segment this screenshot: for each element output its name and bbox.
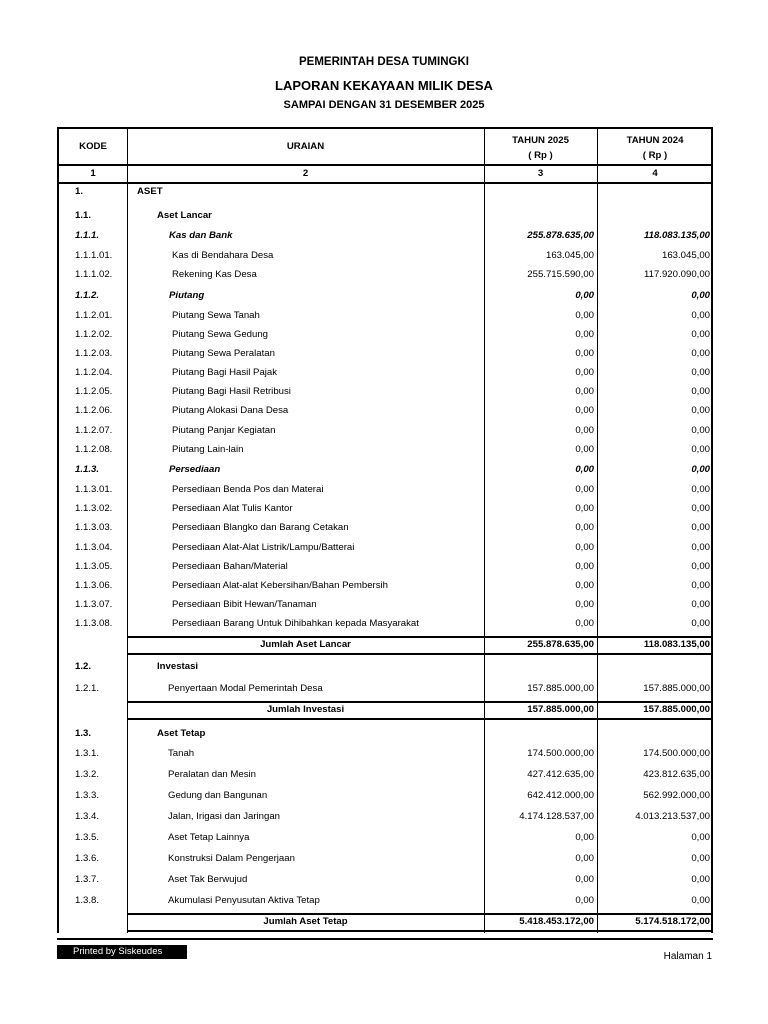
row-description: Persediaan (169, 464, 221, 475)
row-value-2025: 0,00 (575, 522, 594, 533)
row-description: Piutang Sewa Tanah (172, 310, 260, 321)
row-value-2024: 0,00 (691, 580, 710, 591)
row-value-2025: 0,00 (575, 618, 594, 629)
row-value-2024: 0,00 (691, 503, 710, 514)
row-code: 1.2.1. (75, 683, 100, 694)
row-value-2024: 174.500.000,00 (643, 748, 710, 759)
row-value-2025: 0,00 (575, 425, 594, 436)
row-description: Aset Tetap Lainnya (168, 832, 250, 843)
row-value-2024: 0,00 (691, 561, 710, 572)
row-value-2024: 0,00 (691, 425, 710, 436)
row-description: Rekening Kas Desa (172, 269, 257, 280)
row-description: Kas dan Bank (169, 230, 233, 241)
row-description: Gedung dan Bangunan (168, 790, 268, 801)
row-value-2025: 0,00 (575, 853, 594, 864)
row-value-2025: 4.174.128.537,00 (519, 811, 594, 822)
row-description: Kas di Bendahara Desa (172, 250, 274, 261)
row-value-2025: 0,00 (575, 542, 594, 553)
row-code: 1.3.6. (75, 853, 100, 864)
row-description: Piutang Panjar Kegiatan (172, 425, 276, 436)
row-description: Persediaan Blangko dan Barang Cetakan (172, 522, 349, 533)
col-number: 4 (652, 168, 658, 179)
row-value-2025: 0,00 (575, 832, 594, 843)
row-value-2025: 5.418.453.172,00 (519, 916, 594, 927)
row-code: 1.1.1.02. (75, 269, 113, 280)
row-code: 1.3.1. (75, 748, 100, 759)
row-description: Persediaan Alat Tulis Kantor (172, 503, 293, 514)
row-value-2024: 5.174.518.172,00 (635, 916, 710, 927)
row-value-2025: 0,00 (575, 484, 594, 495)
col-number: 3 (537, 168, 544, 179)
row-code: 1.1.2.03. (75, 348, 113, 359)
report-title: LAPORAN KEKAYAAN MILIK DESA (275, 78, 493, 93)
total-rule (127, 913, 713, 915)
row-description: ASET (137, 186, 163, 197)
row-code: 1.3.3. (75, 790, 100, 801)
row-value-2024: 0,00 (691, 348, 710, 359)
row-value-2025: 0,00 (575, 367, 594, 378)
row-description: Piutang Bagi Hasil Retribusi (172, 386, 291, 397)
total-label: Jumlah Investasi (266, 704, 345, 715)
col-header-tahun2-unit: ( Rp ) (642, 150, 668, 161)
row-code: 1.3.7. (75, 874, 100, 885)
col-header-uraian: URAIAN (286, 141, 325, 152)
row-value-2024: 0,00 (691, 895, 710, 906)
row-code: 1.1.3. (75, 464, 100, 475)
row-value-2024: 163.045,00 (661, 250, 710, 261)
row-value-2024: 0,00 (691, 618, 710, 629)
col-number: 2 (302, 168, 309, 179)
asset-report-table (57, 127, 713, 933)
col-number: 1 (90, 168, 96, 179)
row-value-2024: 0,00 (691, 853, 710, 864)
row-code: 1. (75, 186, 84, 197)
row-value-2024: 117.920.090,00 (644, 269, 710, 280)
row-code: 1.3.5. (75, 832, 100, 843)
row-value-2025: 163.045,00 (545, 250, 594, 261)
row-value-2025: 0,00 (575, 310, 594, 321)
page-number: Halaman 1 (663, 951, 712, 962)
row-value-2025: 0,00 (575, 386, 594, 397)
col-header-tahun1: TAHUN 2025 (512, 135, 569, 146)
row-description: Persediaan Alat-Alat Listrik/Lampu/Batterai (172, 542, 355, 553)
row-code: 1.1.3.05. (75, 561, 113, 572)
row-value-2024: 0,00 (691, 310, 710, 321)
row-description: Investasi (157, 661, 199, 672)
row-value-2024: 4.013.213.537,00 (635, 811, 710, 822)
row-description: Persediaan Bibit Hewan/Tanaman (172, 599, 317, 610)
row-code: 1.1. (75, 210, 92, 221)
row-code: 1.1.3.03. (75, 522, 113, 533)
row-value-2024: 0,00 (691, 832, 710, 843)
row-value-2024: 0,00 (691, 405, 710, 416)
row-description: Peralatan dan Mesin (168, 769, 256, 780)
total-rule (127, 653, 713, 655)
row-value-2024: 0,00 (691, 599, 710, 610)
row-code: 1.1.3.08. (75, 618, 113, 629)
row-code: 1.1.1. (75, 230, 100, 241)
row-description: Penyertaan Modal Pemerintah Desa (168, 683, 323, 694)
row-value-2025: 255.878.635,00 (527, 639, 594, 650)
row-code: 1.3.2. (75, 769, 100, 780)
row-description: Jalan, Irigasi dan Jaringan (168, 811, 280, 822)
row-code: 1.3. (75, 728, 92, 739)
col-header-tahun1-unit: ( Rp ) (528, 150, 553, 161)
row-value-2024: 0,00 (691, 367, 710, 378)
row-value-2025: 427.412.635,00 (527, 769, 594, 780)
row-value-2024: 0,00 (691, 444, 710, 455)
header-rule (59, 164, 713, 166)
row-value-2024: 157.885.000,00 (643, 704, 710, 715)
column-divider (127, 129, 128, 933)
row-value-2025: 0,00 (575, 580, 594, 591)
row-value-2025: 0,00 (575, 561, 594, 572)
total-rule (127, 701, 713, 703)
row-value-2024: 118.083.135,00 (644, 230, 710, 241)
row-code: 1.1.3.02. (75, 503, 113, 514)
printed-by-label: Printed by Siskeudes (57, 945, 187, 959)
row-description: Piutang Sewa Peralatan (172, 348, 275, 359)
row-description: Tanah (168, 748, 195, 759)
row-code: 1.1.2.05. (75, 386, 113, 397)
row-value-2025: 0,00 (575, 599, 594, 610)
row-code: 1.1.2.06. (75, 405, 113, 416)
header-rule (59, 182, 713, 184)
row-code: 1.1.3.01. (75, 484, 113, 495)
row-value-2024: 0,00 (691, 522, 710, 533)
row-value-2025: 0,00 (575, 348, 594, 359)
row-description: Konstruksi Dalam Pengerjaan (168, 853, 295, 864)
total-rule (127, 636, 713, 638)
row-value-2024: 0,00 (691, 329, 710, 340)
row-code: 1.1.2.08. (75, 444, 113, 455)
row-description: Aset Tetap (157, 728, 206, 739)
row-value-2025: 0,00 (575, 329, 594, 340)
row-description: Persediaan Bahan/Material (172, 561, 288, 572)
row-description: Persediaan Barang Untuk Dihibahkan kepada Masyarakat (172, 618, 419, 629)
row-code: 1.1.2.07. (75, 425, 113, 436)
row-description: Piutang Sewa Gedung (172, 329, 269, 340)
row-value-2024: 118.083.135,00 (643, 639, 710, 650)
row-code: 1.1.3.06. (75, 580, 113, 591)
row-code: 1.1.3.07. (75, 599, 113, 610)
row-value-2025: 255.715.590,00 (527, 269, 594, 280)
col-header-kode: KODE (79, 141, 107, 152)
row-code: 1.2. (75, 661, 92, 672)
row-value-2025: 642.412.000,00 (527, 790, 594, 801)
row-code: 1.3.8. (75, 895, 100, 906)
row-value-2025: 157.885.000,00 (527, 683, 594, 694)
row-value-2024: 0,00 (691, 386, 710, 397)
total-label: Jumlah Aset Tetap (263, 916, 348, 927)
row-code: 1.1.2. (75, 290, 100, 301)
row-description: Piutang (169, 290, 205, 301)
row-description: Aset Tak Berwujud (168, 874, 248, 885)
row-value-2025: 0,00 (575, 290, 594, 301)
total-rule (127, 930, 713, 932)
total-rule (127, 718, 713, 720)
row-value-2024: 157.885.000,00 (643, 683, 710, 694)
row-code: 1.1.3.04. (75, 542, 113, 553)
header-government: PEMERINTAH DESA TUMINGKI (299, 56, 469, 68)
row-value-2024: 562.992.000,00 (643, 790, 710, 801)
row-value-2024: 0,00 (691, 542, 710, 553)
row-value-2024: 423.812.635,00 (643, 769, 710, 780)
row-description: Aset Lancar (157, 210, 212, 221)
footer-rule (57, 938, 713, 940)
row-value-2024: 0,00 (691, 290, 710, 301)
row-value-2025: 0,00 (575, 503, 594, 514)
row-value-2024: 0,00 (691, 874, 710, 885)
row-description: Piutang Lain-lain (172, 444, 244, 455)
row-description: Piutang Bagi Hasil Pajak (172, 367, 278, 378)
row-code: 1.3.4. (75, 811, 100, 822)
row-value-2025: 0,00 (575, 444, 594, 455)
row-description: Persediaan Alat-alat Kebersihan/Bahan Pembersih (172, 580, 388, 591)
row-value-2025: 174.500.000,00 (527, 748, 594, 759)
total-label: Jumlah Aset Lancar (260, 639, 351, 650)
row-code: 1.1.2.01. (75, 310, 113, 321)
row-value-2025: 255.878.635,00 (527, 230, 594, 241)
row-value-2025: 0,00 (575, 874, 594, 885)
row-description: Persediaan Benda Pos dan Materai (172, 484, 324, 495)
row-description: Piutang Alokasi Dana Desa (172, 405, 289, 416)
row-code: 1.1.2.04. (75, 367, 113, 378)
row-code: 1.1.2.02. (75, 329, 113, 340)
col-header-tahun2: TAHUN 2024 (626, 135, 684, 146)
row-code: 1.1.1.01. (75, 250, 113, 261)
row-value-2025: 0,00 (575, 405, 594, 416)
row-value-2025: 157.885.000,00 (527, 704, 594, 715)
report-period: SAMPAI DENGAN 31 DESEMBER 2025 (283, 99, 485, 111)
row-description: Akumulasi Penyusutan Aktiva Tetap (168, 895, 320, 906)
row-value-2024: 0,00 (691, 464, 710, 475)
row-value-2025: 0,00 (575, 464, 594, 475)
row-value-2024: 0,00 (691, 484, 710, 495)
row-value-2025: 0,00 (575, 895, 594, 906)
